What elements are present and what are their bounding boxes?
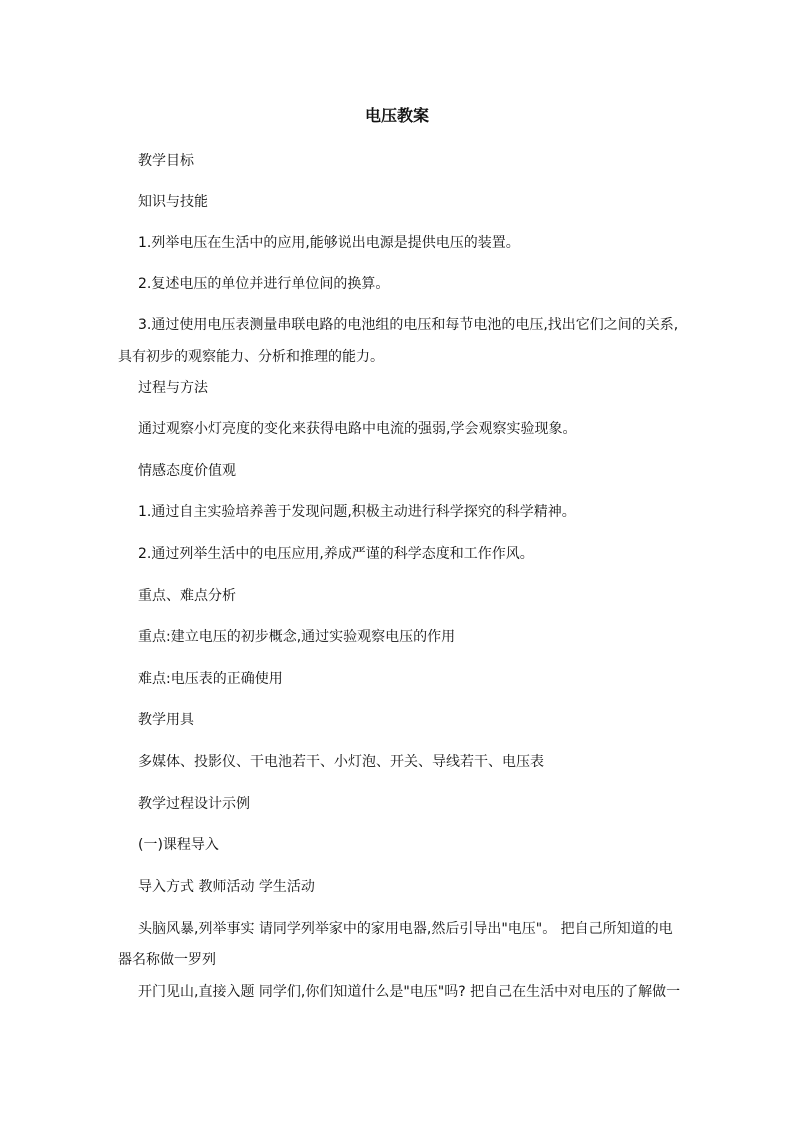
heading-course-intro: (一)课程导入 — [138, 837, 219, 853]
paragraph-goal-3-cont: 具有初步的观察能力、分析和推理的能力。 — [118, 349, 384, 365]
table-row-1: 头脑风暴,列举事实 请同学列举家中的家用电器,然后引导出"电压"。 把自己所知道的电 — [138, 921, 673, 937]
paragraph-goal-1: 1.列举电压在生活中的应用,能够说出电源是提供电压的装置。 — [138, 235, 520, 251]
heading-key-difficult: 重点、难点分析 — [138, 588, 236, 604]
paragraph-tools-list: 多媒体、投影仪、干电池若干、小灯泡、开关、导线若干、电压表 — [138, 754, 544, 770]
paragraph-attitude-1: 1.通过自主实验培养善于发现问题,积极主动进行科学探究的科学精神。 — [138, 504, 576, 520]
paragraph-attitude-2: 2.通过列举生活中的电压应用,养成严谨的科学态度和工作作风。 — [138, 546, 534, 562]
heading-process-design: 教学过程设计示例 — [138, 796, 250, 812]
table-row-2: 开门见山,直接入题 同学们,你们知道什么是"电压"吗? 把自己在生活中对电压的了解做一 — [138, 984, 681, 1000]
heading-process-method: 过程与方法 — [138, 380, 208, 396]
paragraph-key-point: 重点:建立电压的初步概念,通过实验观察电压的作用 — [138, 629, 456, 645]
heading-knowledge-skills: 知识与技能 — [138, 194, 208, 210]
heading-teaching-tools: 教学用具 — [138, 712, 194, 728]
table-header-row: 导入方式 教师活动 学生活动 — [138, 879, 315, 895]
heading-teaching-goals: 教学目标 — [138, 153, 194, 169]
paragraph-goal-3: 3.通过使用电压表测量串联电路的电池组的电压和每节电池的电压,找出它们之间的关系, — [138, 317, 679, 333]
paragraph-process: 通过观察小灯亮度的变化来获得电路中电流的强弱,学会观察实验现象。 — [138, 421, 577, 437]
paragraph-difficult-point: 难点:电压表的正确使用 — [138, 671, 283, 687]
table-row-1-cont: 器名称做一罗列 — [118, 952, 216, 968]
document-title: 电压教案 — [364, 106, 429, 125]
paragraph-goal-2: 2.复述电压的单位并进行单位间的换算。 — [138, 276, 390, 292]
heading-attitude-values: 情感态度价值观 — [138, 463, 236, 479]
